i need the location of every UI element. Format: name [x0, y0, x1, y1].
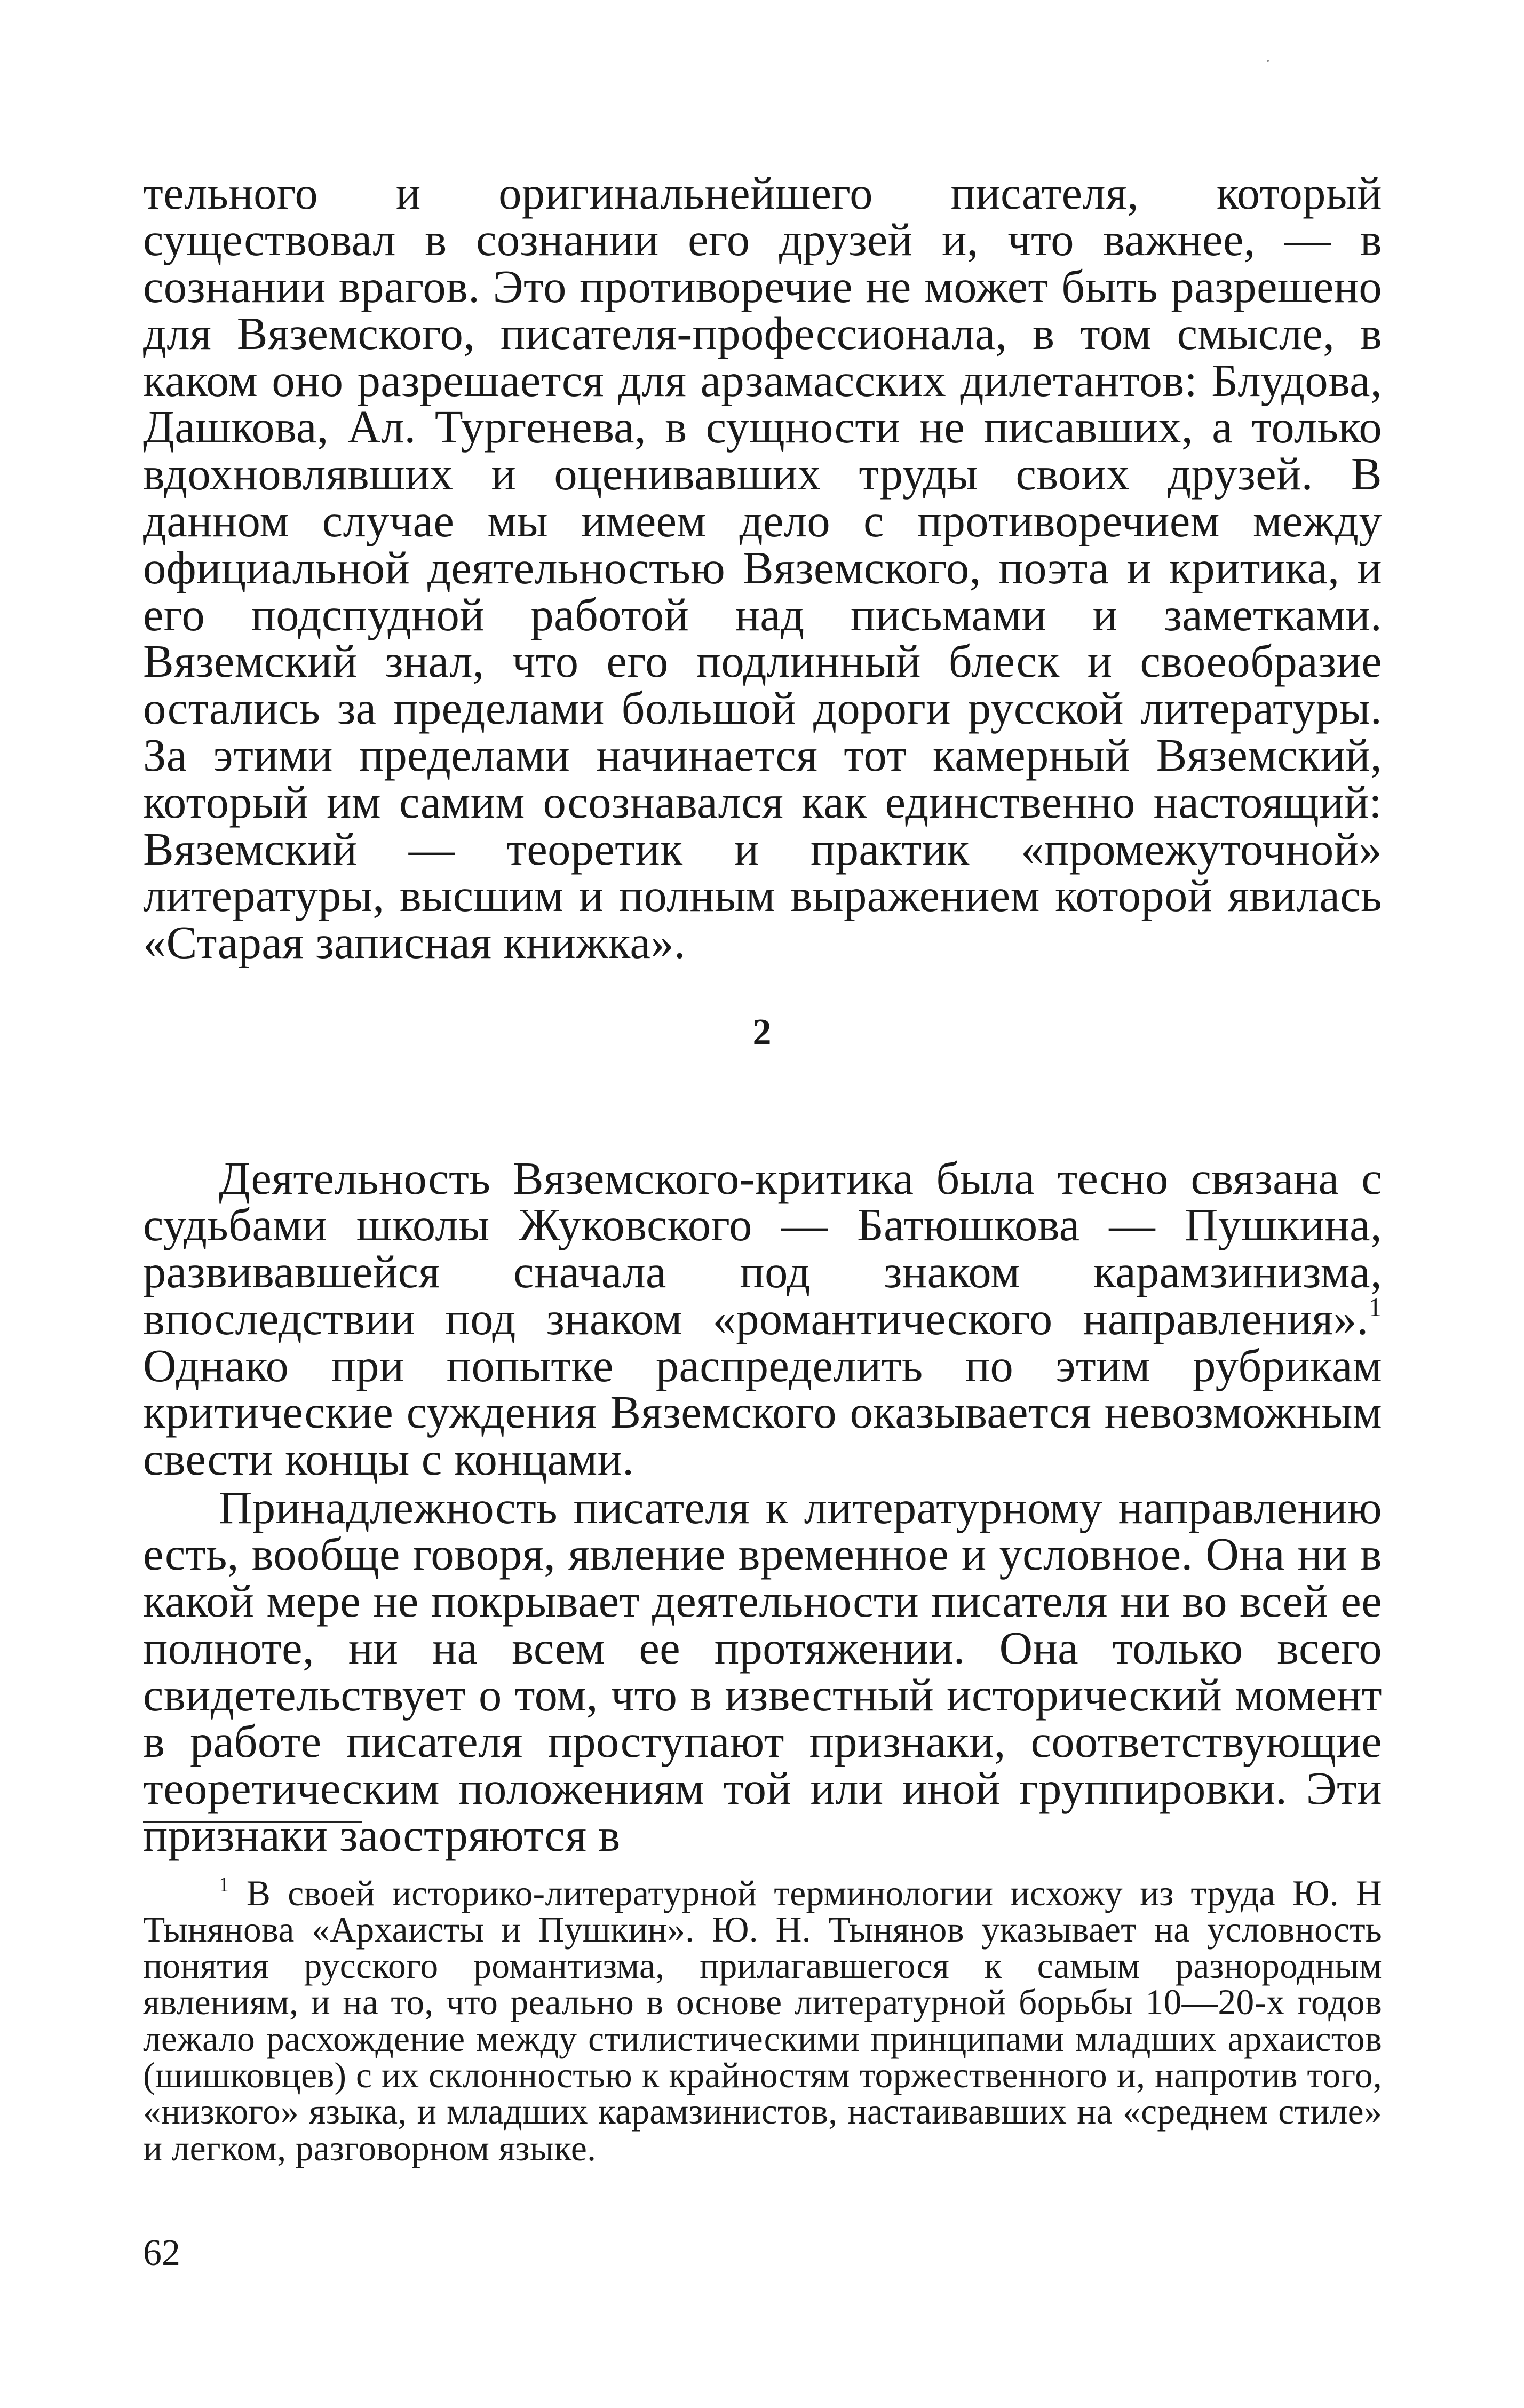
footnote-text: В своей историко-литературной терминологии исхожу из труда Ю. Н Тынянова «Архаисты и Пушкин». Ю. Н. Тынянов указывает на условность понятия русского романтизма, прилагавшегося к самым разнородным явлениям, и на то, что реально в основе литературной борьбы 10—20-х годов лежало расхождение между стилистическими принципами младших архаистов (шишковцев) с их склонностью к крайностям торжественного и, напротив того, «низкого» языка, и младших карамзинистов, настаивавших на «среднем стиле» и легком, разговорном языке.: [143, 1873, 1382, 2168]
footnote-reference: 1: [1368, 1292, 1382, 1322]
footnote-separator: [143, 1821, 362, 1823]
paragraph-1: тельного и оригинальнейшего писателя, который существовал в сознании его друзей и, что важнее, — в сознании врагов. Это противоречие не может быть разрешено для Вяземского, писателя-профессионала, в том смысле, в каком оно разрешается для арзамасских дилетантов: Блудова, Дашкова, Ал. Тургенева, в сущности не писавших, а только вдохновлявших и оценивавших труды своих друзей. В данном случае мы имеем дело с противоречием между официальной деятельностью Вяземского, поэта и критика, и его подспудной работой над письмами и заметками. Вяземский знал, что его подлинный блеск и своеобразие остались за пределами большой дороги русской литературы. За этими пределами начинается тот камерный Вяземский, который им самим осознавался как единственно настоящий: Вяземский — теоретик и практик «промежуточной» литературы, высшим и полным выражением которой явилась «Старая записная книжка».: [143, 167, 1382, 969]
footnote-marker: 1: [219, 1872, 229, 1896]
paragraph-3: Принадлежность писателя к литературному направлению есть, вообще говоря, явление временное и условное. Она ни в какой мере не покрывает деятельности писателя ни во всей ее полноте, ни на всем ее протяжении. Она только всего свидетельствует о том, что в известный исторический момент в работе писателя проступают признаки, соответствующие теоретическим положениям той или иной группировки. Эти признаки заостряются в: [143, 1482, 1382, 1862]
paragraph-2-text-before-note: Деятельность Вяземского-критика была тесно связана с судьбами школы Жуковского — Батюшкова — Пушкина, развивавшейся сначала под знаком карамзинизма, впоследствии под знаком «романтического направления».: [143, 1152, 1382, 1344]
paragraph-2-text-after-note: Однако при попытке распределить по этим рубрикам критические суждения Вяземского оказывается невозможным свести концы с концами.: [143, 1340, 1382, 1485]
paragraph-2: [143, 1152, 1382, 1485]
page-number: 62: [143, 2232, 180, 2274]
section-number: 2: [752, 1012, 772, 1053]
footnote: [143, 1872, 1382, 2168]
scan-speck: [1267, 60, 1269, 62]
